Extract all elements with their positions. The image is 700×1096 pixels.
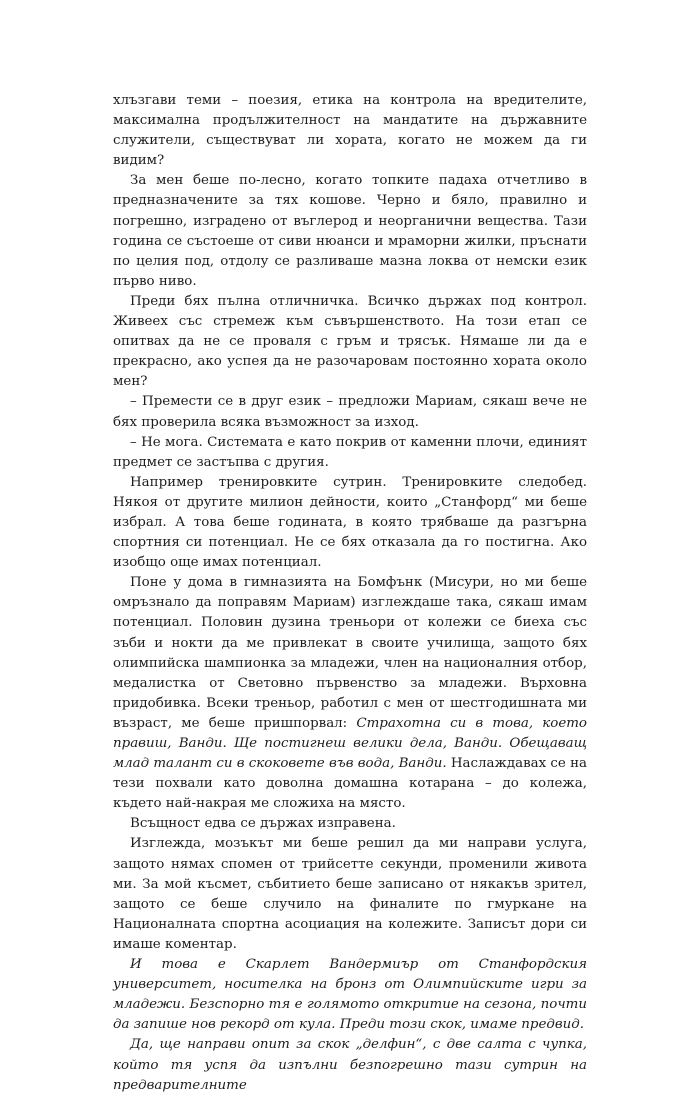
- paragraph: [113, 171, 587, 292]
- paragraph: [113, 91, 587, 171]
- text-run: Например тренировките сутрин. Тренировките следобед. Някоя от другите милион дейности, които „Станфорд“ ми беше избрал. А това беше годината, в която трябваше да разгърна спортния си потенциал. Не се бях отказала да го постигна. Ако изобщо още имах потенциал.: [113, 474, 587, 571]
- paragraph: [113, 292, 587, 392]
- text-run: Преди бях пълна отличничка. Всичко държах под контрол. Живеех със стремеж към съвършенството. На този етап се опитвах да не се проваля с гръм и трясък. Нямаше ли да е прекрасно, ако успея да не разочаровам постоянно хората около мен?: [113, 293, 587, 390]
- paragraph: [113, 814, 587, 834]
- paragraph: [113, 955, 587, 1035]
- paragraph: [113, 1035, 587, 1095]
- text-run: Всъщност едва се държах изправена.: [130, 816, 396, 832]
- body-text: [113, 91, 587, 1096]
- text-run: Поне у дома в гимназията на Бомфънк (Мисури, но ми беше омръзнало да поправям Мариам) изглеждаше така, сякаш имам потенциал. Половин дузина треньори от колежи се биеха със зъби и нокти да ме привлекат в своите училища, защото бях олимпийска шампионка за младежи, член на националния отбор, медалистка от Световно първенство за младежи. Върховна придобивка. Всеки треньор, работил с мен от шестгодишната ми възраст, ме беше пришпорвал:: [113, 575, 587, 731]
- italic-text-run: Да, ще направи опит за скок „делфин“, с две салта с чупка, който тя успя да изпълни безпогрешно тази сутрин на предварителните: [113, 1037, 587, 1093]
- text-run: Наслаждавах се на тези похвали като доволна домашна котарана – до колежа, където най-накрая ме сложиха на място.: [113, 756, 587, 812]
- paragraph: [113, 392, 587, 432]
- text-run: Изглежда, мозъкът ми беше решил да ми направи услуга, защото нямах спомен от трийсетте секунди, променили живота ми. За мой късмет, събитието беше записано от някакъв зрител, защото се беше случило на финалите по гмуркане на Националната спортна асоциация на колежите. Записът дори си имаше коментар.: [113, 836, 587, 952]
- text-run: За мен беше по-лесно, когато топките падаха отчетливо в предназначените за тях кошове. Черно и бяло, правилно и погрешно, изградено от въглерод и неорганични вещества. Тази година се състоеше от сиви нюанси и мраморни жилки, пръснати по целия под, отдолу се разливаше мазна локва от немски език първо ниво.: [113, 173, 587, 289]
- paragraph: [113, 834, 587, 955]
- italic-text-run: Страхотна си в това, което правиш, Ванди. Ще постигнеш велики дела, Ванди. Обещаващ млад талант си в скоковете във вода, Ванди.: [113, 715, 587, 772]
- paragraph: [113, 433, 587, 473]
- text-run: – Премести се в друг език – предложи Мариам, сякаш вече не бях проверила всяка възможност за изход.: [113, 394, 587, 430]
- italic-text-run: И това е Скарлет Вандермиър от Станфордския университет, носителка на бронз от Олимпийските игри за младежи. Безспорно тя е голямото откритие на сезона, почти да запише нов рекорд от кула. Преди този скок, имаме предвид.: [113, 957, 587, 1033]
- text-run: хлъзгави теми – поезия, етика на контрола на вредителите, максимална продължителност на мандатите на държавните служители, съществуват ли хората, когато не можем да ги видим?: [113, 93, 587, 169]
- text-run: – Не мога. Системата е като покрив от каменни плочи, единият предмет се застъпва с другия.: [113, 434, 587, 470]
- paragraph: [113, 573, 587, 814]
- paragraph: [113, 473, 587, 573]
